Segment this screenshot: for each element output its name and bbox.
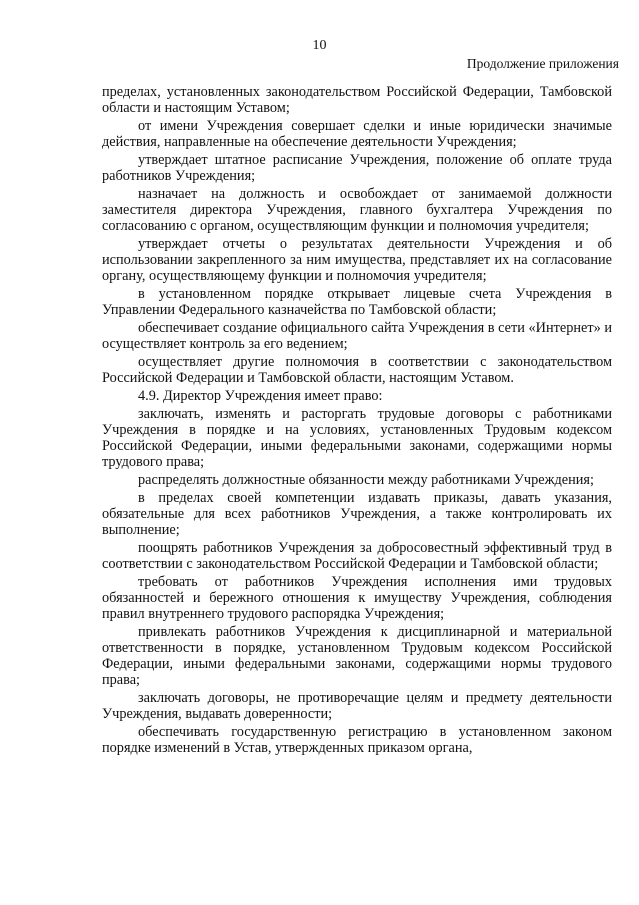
paragraph: утверждает штатное расписание Учреждения, положение об оплате труда работников Учреждения; [102, 152, 612, 184]
paragraph: привлекать работников Учреждения к дисциплинарной и материальной ответственности в порядке, установленном Трудовым кодексом Российской Федерации, иными федеральными законами, содержащими нормы трудового права; [102, 624, 612, 688]
paragraph: требовать от работников Учреждения исполнения ими трудовых обязанностей и бережного отношения к имуществу Учреждения, соблюдения правил внутреннего трудового распорядка Учреждения; [102, 574, 612, 622]
paragraph: заключать, изменять и расторгать трудовые договоры с работниками Учреждения в порядке и на условиях, установленных Трудовым кодексом Российской Федерации, иными федеральными законами, содержащими нормы трудового права; [102, 406, 612, 470]
paragraph: заключать договоры, не противоречащие целям и предмету деятельности Учреждения, выдавать доверенности; [102, 690, 612, 722]
paragraph: в пределах своей компетенции издавать приказы, давать указания, обязательные для всех работников Учреждения, а также контролировать их выполнение; [102, 490, 612, 538]
paragraph: назначает на должность и освобождает от занимаемой должности заместителя директора Учреждения, главного бухгалтера Учреждения по согласованию с органом, осуществляющим функции и полномочия учредителя; [102, 186, 612, 234]
paragraph: утверждает отчеты о результатах деятельности Учреждения и об использовании закрепленного за ним имущества, представляет их на согласование органу, осуществляющему функции и полномочия учредителя; [102, 236, 612, 284]
section-heading: 4.9. Директор Учреждения имеет право: [138, 388, 383, 404]
paragraph: обеспечивать государственную регистрацию в установленном законом порядке изменений в Устав, утвержденных приказом органа, [102, 724, 612, 756]
paragraph: поощрять работников Учреждения за добросовестный эффективный труд в соответствии с законодательством Российской Федерации и Тамбовской области; [102, 540, 612, 572]
continuation-label: Продолжение приложения [466, 56, 619, 71]
body-text [102, 84, 612, 758]
paragraph: пределах, установленных законодательством Российской Федерации, Тамбовской области и настоящим Уставом; [102, 84, 612, 116]
paragraph: распределять должностные обязанности между работниками Учреждения; [138, 472, 594, 488]
paragraph: от имени Учреждения совершает сделки и иные юридически значимые действия, направленные на обеспечение деятельности Учреждения; [102, 118, 612, 150]
paragraph: в установленном порядке открывает лицевые счета Учреждения в Управлении Федерального казначейства по Тамбовской области; [102, 286, 612, 318]
page-number: 10 [312, 38, 327, 53]
paragraph: осуществляет другие полномочия в соответствии с законодательством Российской Федерации и Тамбовской области, настоящим Уставом. [102, 354, 612, 386]
paragraph: обеспечивает создание официального сайта Учреждения в сети «Интернет» и осуществляет контроль за его ведением; [102, 320, 612, 352]
